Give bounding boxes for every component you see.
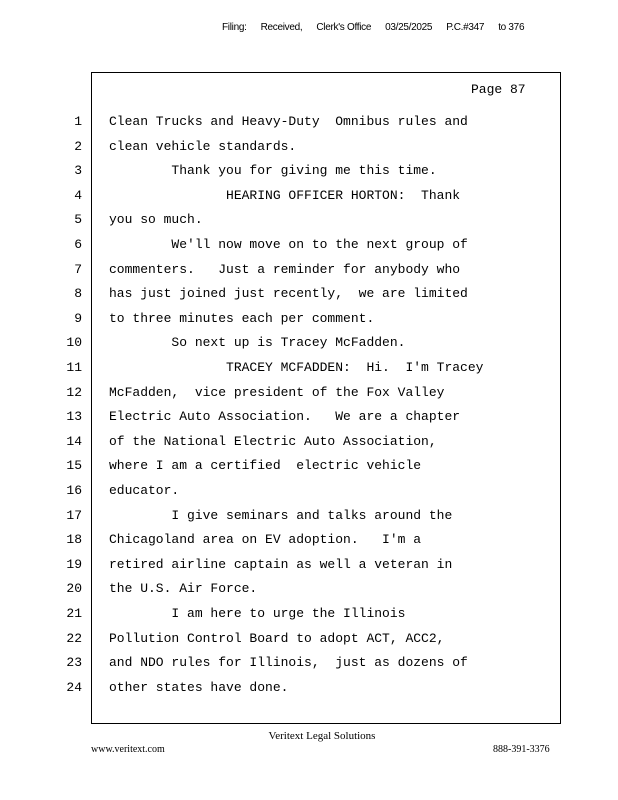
transcript-line (0, 434, 618, 454)
line-number: 6 (74, 237, 82, 252)
line-text: Chicagoland area on EV adoption. I'm a (109, 532, 422, 548)
line-text: I am here to urge the Illinois (109, 606, 406, 621)
line-text: Clean Trucks and Heavy-Duty Omnibus rules and (109, 114, 468, 129)
line-number: 8 (74, 286, 82, 302)
line-text: educator. (109, 483, 180, 498)
footer-website: www.veritext.com (91, 744, 165, 755)
transcript-line (0, 360, 618, 380)
line-number: 24 (66, 679, 82, 695)
line-number: 21 (66, 606, 82, 621)
filing-stamp (222, 22, 538, 33)
transcript-line (0, 557, 618, 577)
transcript-line (0, 114, 618, 134)
line-text: Thank you for giving me this time. (109, 163, 437, 179)
transcript-line (0, 458, 618, 478)
filing-received: Received, (260, 22, 303, 33)
line-number: 4 (74, 187, 82, 203)
transcript-line (0, 606, 618, 626)
line-text: of the National Electric Auto Association, (109, 433, 437, 449)
line-text: retired airline captain as well a veteran in (109, 556, 453, 572)
transcript-line (0, 680, 618, 700)
filing-date: 03/25/2025 (385, 22, 433, 33)
line-text: to three minutes each per comment. (109, 310, 375, 326)
transcript-line (0, 385, 618, 405)
transcript-line (0, 631, 618, 651)
line-number: 11 (66, 360, 82, 375)
line-text: I give seminars and talks around the (109, 507, 453, 523)
transcript-line (0, 311, 618, 331)
line-text: other states have done. (109, 679, 289, 695)
line-text: commenters. Just a reminder for anybody who (109, 261, 461, 277)
line-number: 19 (66, 556, 82, 572)
transcript-line (0, 139, 618, 159)
filing-label: Filing: (222, 22, 247, 33)
filing-range: to 376 (498, 22, 525, 33)
transcript-line (0, 483, 618, 503)
line-text: the U.S. Air Force. (109, 581, 258, 597)
line-number: 16 (66, 483, 82, 498)
line-number: 15 (66, 458, 82, 474)
line-number: 2 (74, 138, 82, 154)
transcript-line (0, 409, 618, 429)
transcript-line (0, 581, 618, 601)
line-text: HEARING OFFICER HORTON: Thank (109, 187, 461, 203)
line-number: 1 (74, 114, 82, 129)
footer-company: Veritext Legal Solutions (268, 730, 376, 742)
line-number: 18 (66, 532, 82, 548)
transcript-line (0, 212, 618, 232)
transcript-line (0, 532, 618, 552)
transcript-line (0, 655, 618, 675)
filing-office: Clerk's Office (316, 22, 372, 33)
line-number: 13 (66, 409, 82, 425)
line-text: We'll now move on to the next group of (109, 237, 468, 252)
line-text: McFadden, vice president of the Fox Valley (109, 384, 445, 400)
line-text: TRACEY MCFADDEN: Hi. I'm Tracey (109, 360, 484, 375)
line-text: So next up is Tracey McFadden. (109, 335, 406, 351)
line-number: 14 (66, 433, 82, 449)
footer-phone: 888-391-3376 (493, 744, 550, 755)
line-number: 12 (66, 384, 82, 400)
line-text: and NDO rules for Illinois, just as dozens of (109, 655, 468, 671)
line-text: clean vehicle standards. (109, 138, 297, 154)
transcript-line (0, 508, 618, 528)
transcript-line (0, 163, 618, 183)
line-number: 17 (66, 507, 82, 523)
line-text: has just joined just recently, we are limited (109, 286, 468, 302)
page-number: Page 87 (471, 82, 526, 97)
line-number: 5 (74, 212, 82, 228)
transcript-line (0, 237, 618, 257)
line-number: 22 (66, 630, 82, 646)
transcript-line (0, 188, 618, 208)
filing-pc: P.C.#347 (446, 22, 485, 33)
line-text: Electric Auto Association. We are a chapter (109, 409, 461, 425)
line-text: Pollution Control Board to adopt ACT, ACC2, (109, 630, 445, 646)
line-number: 7 (74, 261, 82, 277)
transcript-line (0, 262, 618, 282)
transcript-line (0, 335, 618, 355)
line-text: you so much. (109, 212, 203, 228)
line-text: where I am a certified electric vehicle (109, 458, 422, 474)
line-number: 23 (66, 655, 82, 671)
line-number: 20 (66, 581, 82, 597)
line-number: 10 (66, 335, 82, 351)
line-number: 3 (74, 163, 82, 179)
transcript-line (0, 286, 618, 306)
line-number: 9 (74, 310, 82, 326)
